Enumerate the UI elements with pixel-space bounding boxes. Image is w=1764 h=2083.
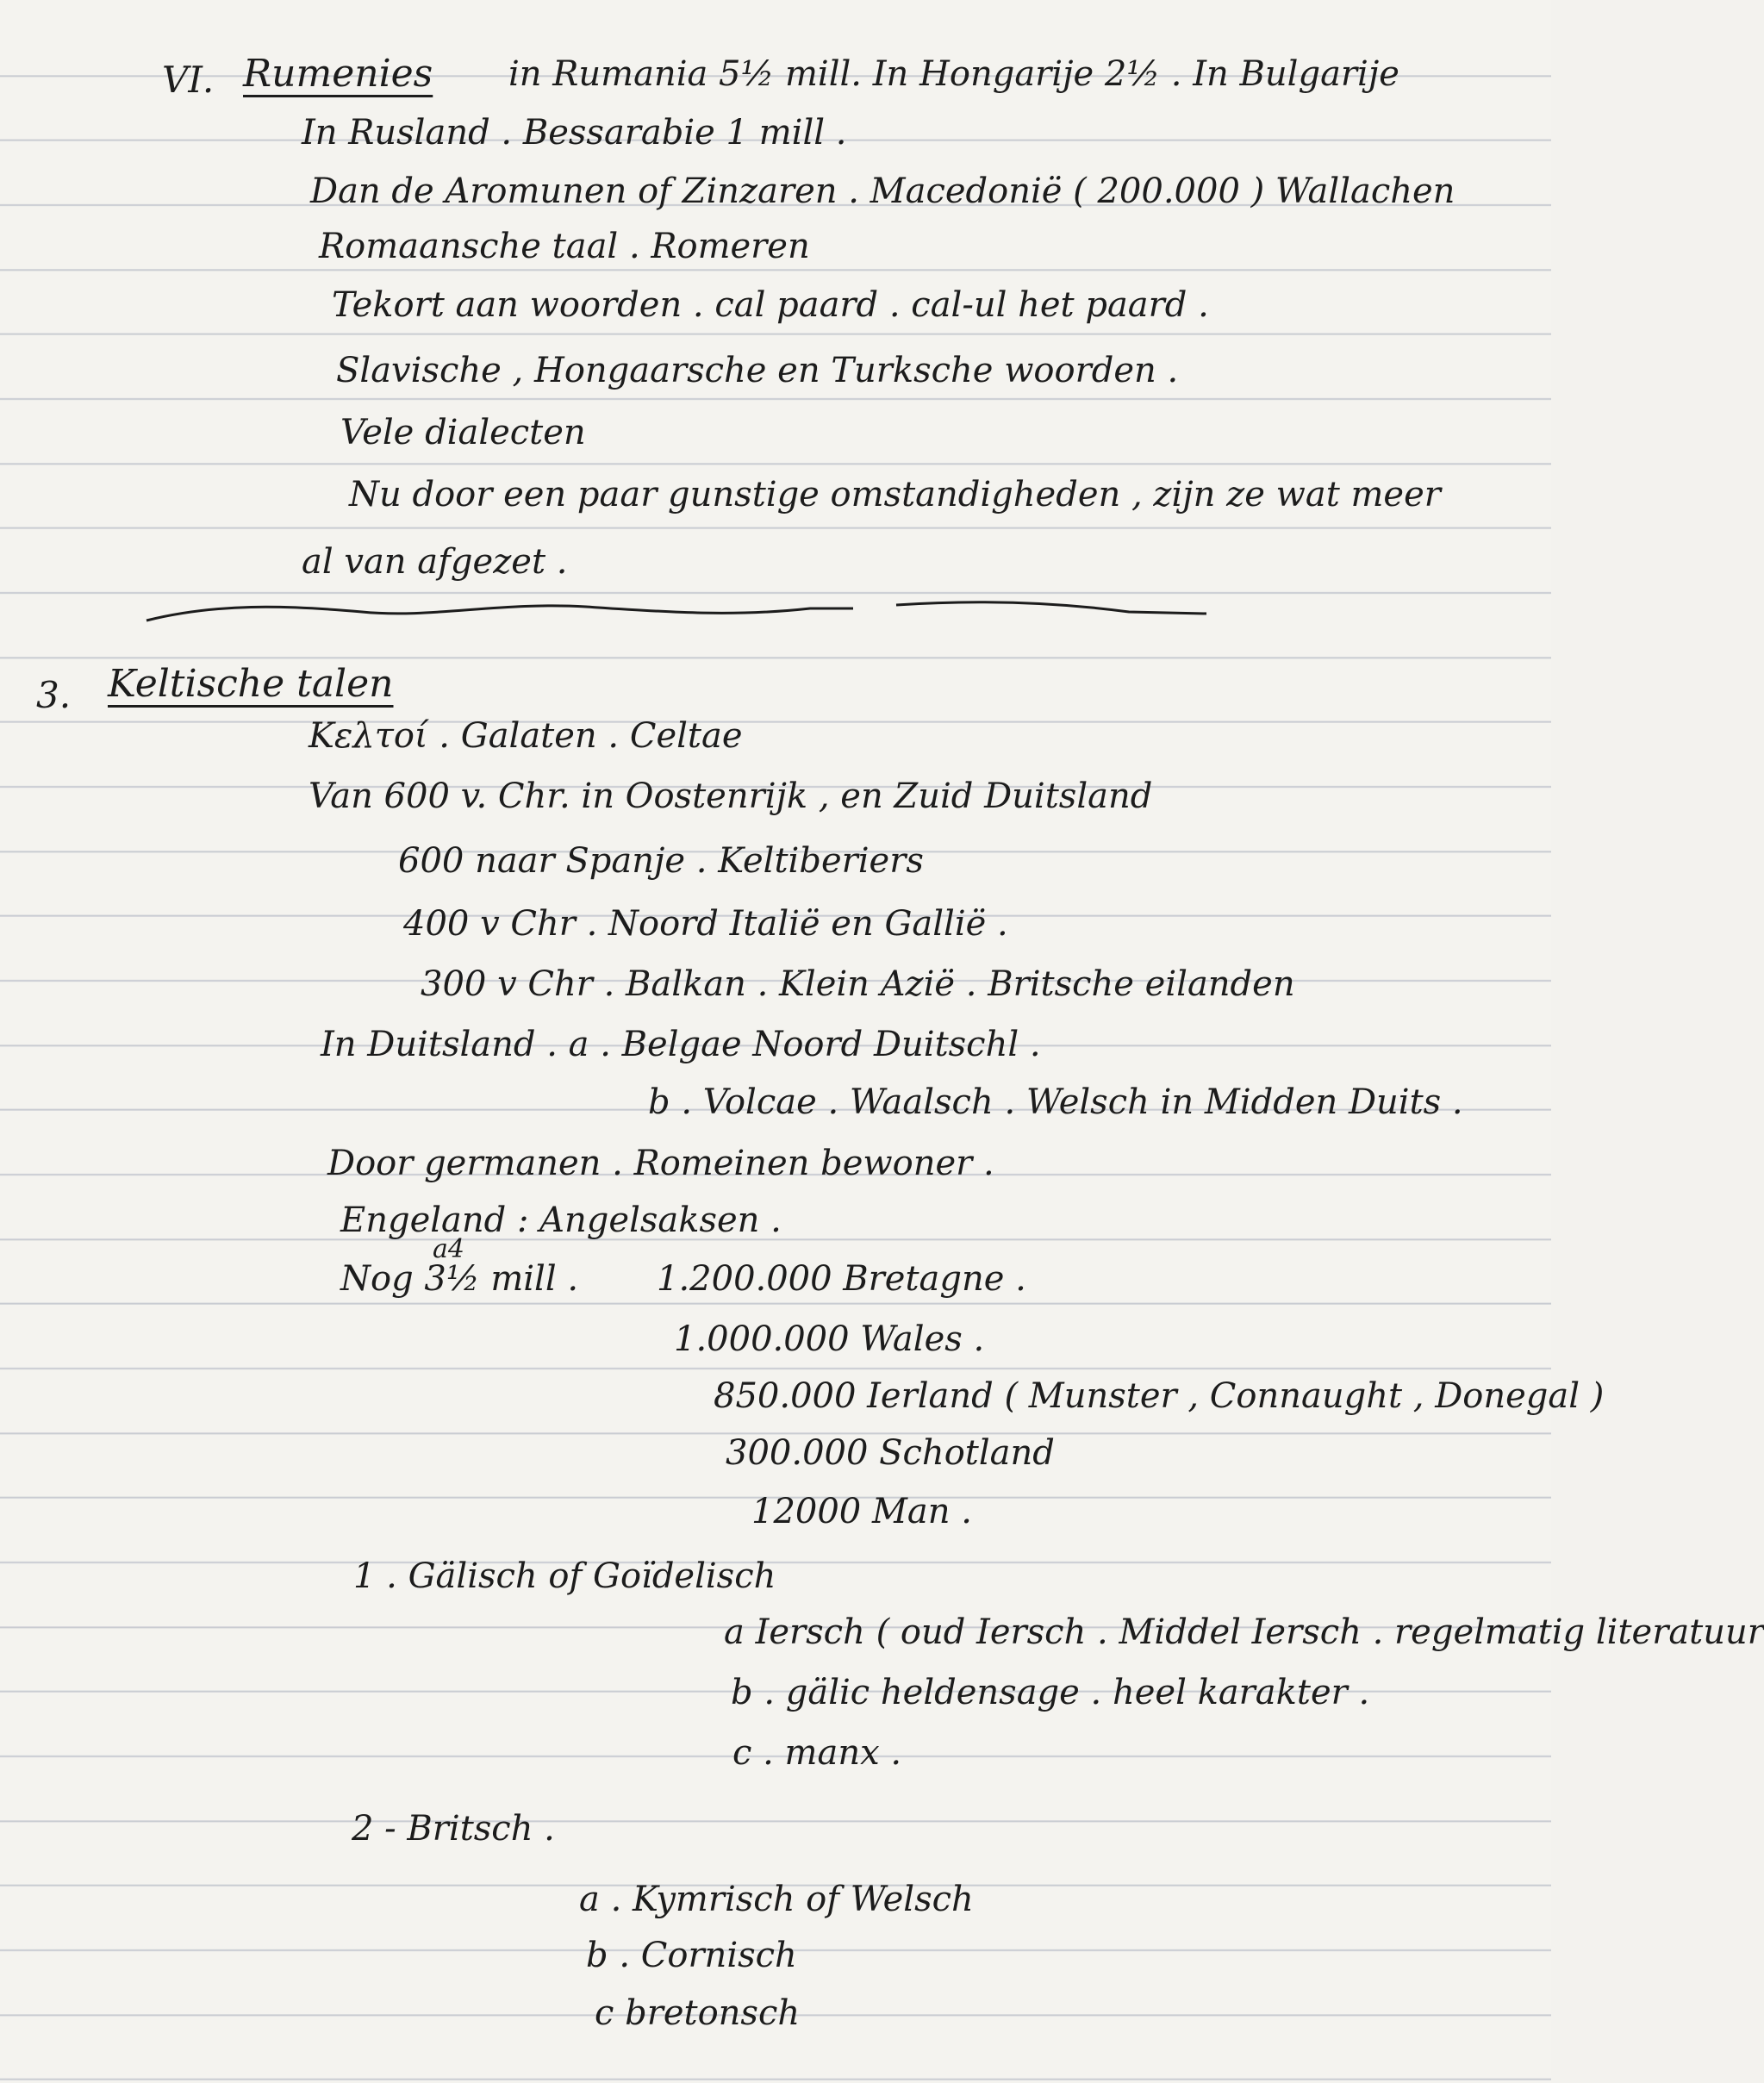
text-line: Tekort aan woorden . cal paard . cal-ul het paard . xyxy=(332,285,1209,325)
text-line: 1 . Gälisch of Goïdelisch xyxy=(353,1556,776,1596)
text-line: Engeland : Angelsaksen . xyxy=(340,1201,782,1240)
text-line: b . gälic heldensage . heel karakter . xyxy=(731,1673,1370,1712)
text-line: Nu door een paar gunstige omstandigheden , zijn ze wat meer xyxy=(349,475,1441,515)
text-line: 2 - Britsch . xyxy=(352,1809,555,1849)
text-line: Κελτοί . Galaten . Celtae xyxy=(309,716,743,756)
text-line: Vele dialecten xyxy=(340,413,586,452)
text-line: In Rusland . Bessarabie 1 mill . xyxy=(302,113,847,153)
wavy-divider xyxy=(138,595,1224,629)
text-line: 600 naar Spanje . Keltiberiers xyxy=(398,841,924,881)
text-line: a Iersch ( oud Iersch . Middel Iersch . regelmatig literatuur xyxy=(724,1612,1764,1652)
text-line: Romaansche taal . Romeren xyxy=(319,227,810,266)
text-line: In Duitsland . a . Belgae Noord Duitschl . xyxy=(321,1025,1041,1064)
section-vi-numeral: VI. xyxy=(162,59,215,101)
text-line: b . Cornisch xyxy=(586,1936,797,1975)
section-3-number: 3. xyxy=(36,674,72,716)
text-line: 1.200.000 Bretagne . xyxy=(657,1259,1026,1299)
text-line: Slavische , Hongaarsche en Turksche woorden . xyxy=(336,351,1179,390)
text-line: 12000 Man . xyxy=(751,1492,972,1531)
text-line: 300 v Chr . Balkan . Klein Azië . Britsche eilanden xyxy=(421,964,1295,1004)
text-line: 300.000 Schotland xyxy=(726,1433,1055,1473)
text-line: Door germanen . Romeinen bewoner . xyxy=(327,1144,994,1183)
text-line: b . Volcae . Waalsch . Welsch in Midden Duits . xyxy=(648,1082,1463,1122)
text-line: 1.000.000 Wales . xyxy=(674,1319,985,1359)
text-line: c bretonsch xyxy=(595,1993,801,2033)
text-line: a . Kymrisch of Welsch xyxy=(579,1880,974,1919)
text-line: in Rumania 5½ mill. In Hongarije 2½ . In Bulgarije xyxy=(508,54,1399,94)
section-vi-heading: Rumenies xyxy=(243,52,433,96)
text-line: Van 600 v. Chr. in Oostenrijk , en Zuid Duitsland xyxy=(309,776,1153,816)
section-3-heading: Keltische talen xyxy=(108,662,394,706)
text-line: 850.000 Ierland ( Munster , Connaught , Donegal ) xyxy=(714,1376,1605,1416)
correction-note: a4 xyxy=(433,1234,464,1264)
text-line: al van afgezet . xyxy=(302,542,568,582)
text-line: c . manx . xyxy=(732,1733,902,1773)
text-line: Nog 3½ mill . xyxy=(340,1259,579,1299)
text-line: 400 v Chr . Noord Italië en Gallië . xyxy=(403,904,1008,944)
text-line: Dan de Aromunen of Zinzaren . Macedonië ( 200.000 ) Wallachen xyxy=(310,172,1455,211)
